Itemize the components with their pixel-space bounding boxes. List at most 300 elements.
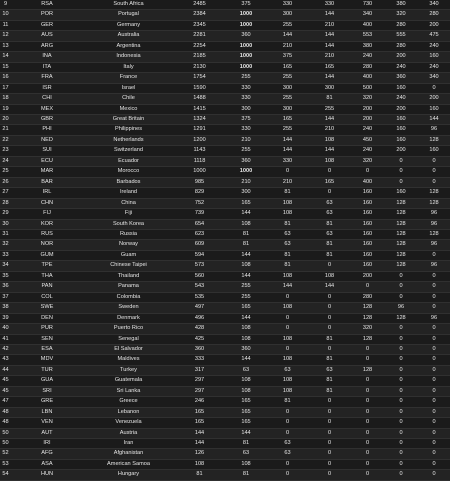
table-row: [0, 303, 450, 313]
score-3-cell: 0: [308, 188, 351, 198]
score-2-cell: 255: [267, 20, 308, 30]
rank-cell: 48: [0, 407, 11, 417]
score-5-cell: 0: [384, 376, 418, 386]
table-row: [0, 439, 450, 449]
country-cell: Denmark: [83, 313, 174, 323]
score-1-cell: 330: [225, 125, 267, 135]
score-3-cell: 0: [308, 439, 351, 449]
total-cell: 594: [174, 250, 225, 260]
score-6-cell: 160: [418, 146, 450, 156]
score-4-cell: 200: [351, 104, 384, 114]
country-cell: Morocco: [83, 167, 174, 177]
code-cell: AUS: [11, 31, 83, 41]
country-cell: Austria: [83, 428, 174, 438]
code-cell: FIJ: [11, 209, 83, 219]
score-4-cell: 160: [351, 188, 384, 198]
table-row: [0, 31, 450, 41]
country-cell: Fiji: [83, 209, 174, 219]
score-5-cell: 0: [384, 386, 418, 396]
score-6-cell: 0: [418, 292, 450, 302]
score-3-cell: 81: [308, 240, 351, 250]
score-2-cell: 255: [267, 73, 308, 83]
score-6-cell: 0: [418, 324, 450, 334]
score-3-cell: 81: [308, 334, 351, 344]
code-cell: NED: [11, 135, 83, 145]
rank-cell: 48: [0, 418, 11, 428]
score-1-cell: 144: [225, 428, 267, 438]
score-6-cell: 0: [418, 418, 450, 428]
score-3-cell: 165: [308, 62, 351, 72]
score-6-cell: 200: [418, 94, 450, 104]
score-4-cell: 0: [351, 470, 384, 480]
table-row: [0, 125, 450, 135]
score-6-cell: 160: [418, 104, 450, 114]
score-5-cell: 320: [384, 10, 418, 20]
score-6-cell: 0: [418, 397, 450, 407]
score-6-cell: 0: [418, 167, 450, 177]
code-cell: PAN: [11, 282, 83, 292]
code-cell: TUR: [11, 365, 83, 375]
score-5-cell: 96: [384, 303, 418, 313]
score-5-cell: 0: [384, 324, 418, 334]
score-4-cell: 340: [351, 10, 384, 20]
score-2-cell: 0: [267, 313, 308, 323]
code-cell: KOR: [11, 219, 83, 229]
score-1-cell: 165: [225, 418, 267, 428]
code-cell: CHN: [11, 198, 83, 208]
rank-cell: 27: [0, 188, 11, 198]
score-2-cell: 330: [267, 156, 308, 166]
total-cell: 317: [174, 365, 225, 375]
score-6-cell: 0: [418, 439, 450, 449]
rank-cell: 30: [0, 219, 11, 229]
score-4-cell: 380: [351, 41, 384, 51]
code-cell: IRL: [11, 188, 83, 198]
rank-cell: 29: [0, 209, 11, 219]
country-cell: Mexico: [83, 104, 174, 114]
score-4-cell: 160: [351, 250, 384, 260]
code-cell: ITA: [11, 62, 83, 72]
score-6-cell: 240: [418, 41, 450, 51]
score-1-cell: 108: [225, 459, 267, 469]
score-1-cell: 1000: [225, 10, 267, 20]
total-cell: 543: [174, 282, 225, 292]
table-row: [0, 292, 450, 302]
rank-cell: 37: [0, 292, 11, 302]
rank-cell: 41: [0, 334, 11, 344]
score-2-cell: 108: [267, 209, 308, 219]
table-row: [0, 94, 450, 104]
code-cell: GER: [11, 20, 83, 30]
rank-cell: 25: [0, 167, 11, 177]
table-row: [0, 0, 450, 10]
score-3-cell: 0: [308, 344, 351, 354]
table-row: [0, 282, 450, 292]
score-3-cell: 330: [308, 0, 351, 10]
score-4-cell: 0: [351, 376, 384, 386]
score-6-cell: 0: [418, 376, 450, 386]
total-cell: 126: [174, 449, 225, 459]
score-3-cell: 0: [308, 261, 351, 271]
score-1-cell: 144: [225, 209, 267, 219]
total-cell: 1200: [174, 135, 225, 145]
total-cell: 144: [174, 439, 225, 449]
country-cell: Netherlands: [83, 135, 174, 145]
score-5-cell: 128: [384, 313, 418, 323]
table-row: [0, 313, 450, 323]
rank-cell: 45: [0, 386, 11, 396]
score-6-cell: 0: [418, 303, 450, 313]
score-1-cell: 255: [225, 282, 267, 292]
score-3-cell: 144: [308, 146, 351, 156]
score-5-cell: 555: [384, 31, 418, 41]
score-1-cell: 165: [225, 303, 267, 313]
score-3-cell: 0: [308, 449, 351, 459]
score-3-cell: 210: [308, 125, 351, 135]
score-6-cell: 0: [418, 271, 450, 281]
table-row: [0, 10, 450, 20]
rank-cell: 34: [0, 261, 11, 271]
score-3-cell: 165: [308, 177, 351, 187]
score-3-cell: 0: [308, 428, 351, 438]
score-3-cell: 81: [308, 250, 351, 260]
table-row: [0, 470, 450, 480]
score-2-cell: 0: [267, 470, 308, 480]
score-2-cell: 0: [267, 428, 308, 438]
score-6-cell: 96: [418, 313, 450, 323]
country-cell: Guam: [83, 250, 174, 260]
score-3-cell: 108: [308, 135, 351, 145]
score-2-cell: 165: [267, 62, 308, 72]
score-1-cell: 81: [225, 229, 267, 239]
country-cell: Sweden: [83, 303, 174, 313]
table-row: [0, 355, 450, 365]
code-cell: MEX: [11, 104, 83, 114]
score-6-cell: 0: [418, 449, 450, 459]
rank-cell: 12: [0, 31, 11, 41]
score-2-cell: 144: [267, 146, 308, 156]
score-5-cell: 0: [384, 282, 418, 292]
score-3-cell: 81: [308, 94, 351, 104]
rank-cell: 20: [0, 114, 11, 124]
score-1-cell: 108: [225, 386, 267, 396]
total-cell: 535: [174, 292, 225, 302]
country-cell: Colombia: [83, 292, 174, 302]
score-3-cell: 255: [308, 104, 351, 114]
score-6-cell: 0: [418, 282, 450, 292]
score-6-cell: 96: [418, 125, 450, 135]
score-5-cell: 128: [384, 250, 418, 260]
score-5-cell: 0: [384, 439, 418, 449]
country-cell: Argentina: [83, 41, 174, 51]
score-5-cell: 380: [384, 0, 418, 10]
total-cell: 609: [174, 240, 225, 250]
score-1-cell: 360: [225, 344, 267, 354]
score-5-cell: 0: [384, 271, 418, 281]
score-5-cell: 128: [384, 261, 418, 271]
rank-cell: 36: [0, 282, 11, 292]
table-row: [0, 62, 450, 72]
code-cell: HUN: [11, 470, 83, 480]
score-1-cell: 165: [225, 397, 267, 407]
score-3-cell: 63: [308, 229, 351, 239]
rank-cell: 13: [0, 41, 11, 51]
score-2-cell: 144: [267, 135, 308, 145]
country-cell: Lebanon: [83, 407, 174, 417]
table-row: [0, 229, 450, 239]
score-6-cell: 200: [418, 20, 450, 30]
score-5-cell: 280: [384, 41, 418, 51]
code-cell: VEN: [11, 418, 83, 428]
total-cell: 2185: [174, 52, 225, 62]
score-3-cell: 0: [308, 324, 351, 334]
score-1-cell: 108: [225, 261, 267, 271]
score-3-cell: 144: [308, 282, 351, 292]
score-3-cell: 81: [308, 376, 351, 386]
country-cell: Sri Lanka: [83, 386, 174, 396]
score-3-cell: 144: [308, 73, 351, 83]
rank-cell: 9: [0, 0, 11, 10]
score-2-cell: 0: [267, 344, 308, 354]
score-6-cell: 0: [418, 470, 450, 480]
score-2-cell: 81: [267, 219, 308, 229]
score-4-cell: 240: [351, 146, 384, 156]
score-6-cell: 96: [418, 209, 450, 219]
rank-cell: 32: [0, 240, 11, 250]
code-cell: LBN: [11, 407, 83, 417]
table-row: [0, 41, 450, 51]
rank-cell: 24: [0, 156, 11, 166]
total-cell: 81: [174, 470, 225, 480]
score-4-cell: 320: [351, 94, 384, 104]
total-cell: 2345: [174, 20, 225, 30]
rank-cell: 26: [0, 177, 11, 187]
score-2-cell: 63: [267, 449, 308, 459]
code-cell: ISR: [11, 83, 83, 93]
score-5-cell: 160: [384, 114, 418, 124]
rank-cell: 31: [0, 229, 11, 239]
score-2-cell: 108: [267, 198, 308, 208]
table-row: [0, 104, 450, 114]
rank-cell: 33: [0, 250, 11, 260]
score-1-cell: 63: [225, 449, 267, 459]
table-row: [0, 376, 450, 386]
total-cell: 560: [174, 271, 225, 281]
score-3-cell: 81: [308, 219, 351, 229]
score-5-cell: 128: [384, 229, 418, 239]
score-3-cell: 0: [308, 167, 351, 177]
score-3-cell: 300: [308, 83, 351, 93]
country-cell: Maldives: [83, 355, 174, 365]
country-cell: Australia: [83, 31, 174, 41]
score-2-cell: 108: [267, 386, 308, 396]
total-cell: 1754: [174, 73, 225, 83]
code-cell: GRE: [11, 397, 83, 407]
score-6-cell: 144: [418, 114, 450, 124]
score-3-cell: 0: [308, 459, 351, 469]
country-cell: Ireland: [83, 188, 174, 198]
score-5-cell: 240: [384, 62, 418, 72]
rank-cell: 23: [0, 146, 11, 156]
code-cell: ESA: [11, 344, 83, 354]
total-cell: 425: [174, 334, 225, 344]
score-1-cell: 1000: [225, 20, 267, 30]
score-3-cell: 0: [308, 397, 351, 407]
total-cell: 360: [174, 344, 225, 354]
score-1-cell: 81: [225, 470, 267, 480]
code-cell: THA: [11, 271, 83, 281]
score-2-cell: 108: [267, 376, 308, 386]
code-cell: RUS: [11, 229, 83, 239]
country-cell: Barbados: [83, 177, 174, 187]
score-2-cell: 63: [267, 240, 308, 250]
score-4-cell: 0: [351, 167, 384, 177]
score-2-cell: 210: [267, 177, 308, 187]
table-row: [0, 344, 450, 354]
score-2-cell: 81: [267, 261, 308, 271]
score-5-cell: 0: [384, 407, 418, 417]
country-cell: France: [83, 73, 174, 83]
score-4-cell: 320: [351, 324, 384, 334]
total-cell: 497: [174, 303, 225, 313]
total-cell: 2130: [174, 62, 225, 72]
score-6-cell: 0: [418, 386, 450, 396]
total-cell: 1291: [174, 125, 225, 135]
score-1-cell: 144: [225, 313, 267, 323]
country-cell: Indonesia: [83, 52, 174, 62]
score-3-cell: 63: [308, 365, 351, 375]
score-4-cell: 160: [351, 261, 384, 271]
code-cell: NOR: [11, 240, 83, 250]
score-1-cell: 330: [225, 94, 267, 104]
table-row: [0, 365, 450, 375]
country-cell: Great Britain: [83, 114, 174, 124]
total-cell: 654: [174, 219, 225, 229]
table-row: [0, 261, 450, 271]
score-4-cell: 128: [351, 365, 384, 375]
score-2-cell: 63: [267, 365, 308, 375]
score-5-cell: 0: [384, 292, 418, 302]
code-cell: MAR: [11, 167, 83, 177]
country-cell: Afghanistan: [83, 449, 174, 459]
country-cell: Chinese Taipei: [83, 261, 174, 271]
rank-cell: 16: [0, 73, 11, 83]
code-cell: AFG: [11, 449, 83, 459]
code-cell: SUI: [11, 146, 83, 156]
rank-cell: 44: [0, 365, 11, 375]
score-1-cell: 1000: [225, 41, 267, 51]
score-3-cell: 0: [308, 313, 351, 323]
rank-cell: 18: [0, 94, 11, 104]
code-cell: FRA: [11, 73, 83, 83]
score-4-cell: 0: [351, 459, 384, 469]
rank-cell: 50: [0, 428, 11, 438]
score-2-cell: 81: [267, 397, 308, 407]
score-5-cell: 128: [384, 198, 418, 208]
country-cell: Senegal: [83, 334, 174, 344]
table-row: [0, 146, 450, 156]
rank-cell: 14: [0, 52, 11, 62]
total-cell: 1590: [174, 83, 225, 93]
score-1-cell: 330: [225, 83, 267, 93]
table-row: [0, 156, 450, 166]
score-5-cell: 0: [384, 334, 418, 344]
score-5-cell: 0: [384, 167, 418, 177]
score-6-cell: 0: [418, 344, 450, 354]
rank-cell: 15: [0, 62, 11, 72]
score-2-cell: 0: [267, 292, 308, 302]
score-4-cell: 200: [351, 271, 384, 281]
table-row: [0, 459, 450, 469]
total-cell: 1324: [174, 114, 225, 124]
total-cell: 2254: [174, 41, 225, 51]
score-6-cell: 340: [418, 73, 450, 83]
score-1-cell: 108: [225, 219, 267, 229]
country-cell: Philippines: [83, 125, 174, 135]
score-5-cell: 240: [384, 94, 418, 104]
score-2-cell: 0: [267, 418, 308, 428]
score-5-cell: 0: [384, 449, 418, 459]
code-cell: BAR: [11, 177, 83, 187]
score-4-cell: 280: [351, 292, 384, 302]
score-2-cell: 330: [267, 0, 308, 10]
code-cell: DEN: [11, 313, 83, 323]
score-5-cell: 0: [384, 418, 418, 428]
score-2-cell: 81: [267, 250, 308, 260]
score-3-cell: 210: [308, 52, 351, 62]
score-1-cell: 144: [225, 271, 267, 281]
total-cell: 496: [174, 313, 225, 323]
score-1-cell: 108: [225, 334, 267, 344]
score-6-cell: 128: [418, 188, 450, 198]
country-cell: Portugal: [83, 10, 174, 20]
code-cell: ECU: [11, 156, 83, 166]
total-cell: 739: [174, 209, 225, 219]
country-cell: China: [83, 198, 174, 208]
score-1-cell: 81: [225, 439, 267, 449]
total-cell: 297: [174, 376, 225, 386]
score-5-cell: 0: [384, 459, 418, 469]
table-row: [0, 449, 450, 459]
table-row: [0, 209, 450, 219]
score-1-cell: 144: [225, 250, 267, 260]
code-cell: POR: [11, 10, 83, 20]
score-3-cell: 0: [308, 292, 351, 302]
score-1-cell: 108: [225, 324, 267, 334]
score-1-cell: 1000: [225, 167, 267, 177]
score-1-cell: 255: [225, 73, 267, 83]
score-5-cell: 160: [384, 125, 418, 135]
score-4-cell: 160: [351, 240, 384, 250]
score-2-cell: 0: [267, 407, 308, 417]
score-6-cell: 160: [418, 52, 450, 62]
score-1-cell: 210: [225, 177, 267, 187]
country-cell: Panama: [83, 282, 174, 292]
score-4-cell: 400: [351, 177, 384, 187]
code-cell: SRI: [11, 386, 83, 396]
score-3-cell: 210: [308, 20, 351, 30]
score-3-cell: 63: [308, 209, 351, 219]
score-1-cell: 255: [225, 146, 267, 156]
total-cell: 1000: [174, 167, 225, 177]
code-cell: IRI: [11, 439, 83, 449]
score-6-cell: 128: [418, 229, 450, 239]
total-cell: 1143: [174, 146, 225, 156]
country-cell: Turkey: [83, 365, 174, 375]
score-5-cell: 128: [384, 209, 418, 219]
rank-cell: 19: [0, 104, 11, 114]
country-cell: Hungary: [83, 470, 174, 480]
